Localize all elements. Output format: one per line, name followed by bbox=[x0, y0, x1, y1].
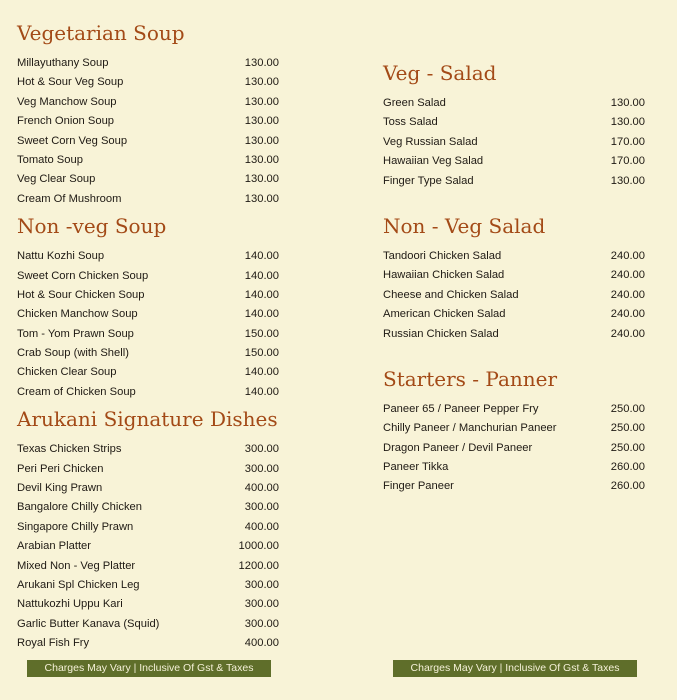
charges-note-left: Charges May Vary | Inclusive Of Gst & Taxes bbox=[27, 660, 271, 677]
menu-item bbox=[383, 419, 645, 438]
menu-item bbox=[17, 267, 279, 286]
item-name: Hot & Sour Chicken Soup bbox=[17, 288, 145, 301]
item-price: 170.00 bbox=[610, 155, 645, 168]
menu-item bbox=[17, 518, 279, 537]
item-name: Veg Clear Soup bbox=[17, 173, 96, 186]
item-name: Bangalore Chilly Chicken bbox=[17, 501, 142, 514]
menu-item bbox=[383, 305, 645, 324]
item-price: 300.00 bbox=[244, 598, 279, 611]
menu-item bbox=[17, 54, 279, 73]
menu-item bbox=[383, 266, 645, 285]
item-price: 400.00 bbox=[244, 520, 279, 533]
item-name: Mixed Non - Veg Platter bbox=[17, 559, 136, 572]
item-name: Arabian Platter bbox=[17, 540, 92, 553]
item-name: Texas Chicken Strips bbox=[17, 443, 122, 456]
item-price: 140.00 bbox=[244, 308, 279, 321]
item-name: French Onion Soup bbox=[17, 115, 115, 128]
menu-item bbox=[17, 440, 279, 459]
item-name: Dragon Paneer / Devil Paneer bbox=[383, 441, 533, 454]
item-name: Hawaiian Veg Salad bbox=[383, 155, 484, 168]
item-name: Cream of Chicken Soup bbox=[17, 385, 136, 398]
item-price: 150.00 bbox=[244, 347, 279, 360]
item-price: 250.00 bbox=[610, 422, 645, 435]
right-menu-column bbox=[383, 60, 645, 497]
charges-note-right: Charges May Vary | Inclusive Of Gst & Taxes bbox=[393, 660, 637, 677]
menu-item-list bbox=[383, 247, 645, 344]
menu-item bbox=[383, 113, 645, 132]
menu-item-list bbox=[17, 440, 279, 653]
section-title: Vegetarian Soup bbox=[17, 21, 185, 45]
item-price: 240.00 bbox=[610, 269, 645, 282]
menu-item bbox=[383, 458, 645, 477]
item-price: 130.00 bbox=[610, 174, 645, 187]
menu-section-vegetarian-soup bbox=[17, 20, 279, 209]
item-price: 240.00 bbox=[610, 288, 645, 301]
item-price: 300.00 bbox=[244, 501, 279, 514]
item-name: Sweet Corn Chicken Soup bbox=[17, 269, 149, 282]
item-price: 140.00 bbox=[244, 385, 279, 398]
item-price: 150.00 bbox=[244, 327, 279, 340]
item-price: 130.00 bbox=[244, 57, 279, 69]
item-price: 260.00 bbox=[610, 461, 645, 474]
item-name: Russian Chicken Salad bbox=[383, 327, 499, 340]
section-title: Veg - Salad bbox=[383, 61, 497, 85]
item-price: 170.00 bbox=[610, 135, 645, 148]
menu-item bbox=[17, 112, 279, 131]
item-name: Cheese and Chicken Salad bbox=[383, 288, 519, 301]
item-name: Chicken Clear Soup bbox=[17, 366, 117, 379]
section-title: Starters - Panner bbox=[383, 366, 558, 391]
item-name: American Chicken Salad bbox=[383, 308, 506, 321]
menu-item bbox=[17, 170, 279, 189]
item-price: 130.00 bbox=[244, 76, 279, 89]
item-price: 140.00 bbox=[244, 366, 279, 379]
menu-item bbox=[17, 325, 279, 344]
item-name: Paneer Tikka bbox=[383, 461, 449, 474]
section-title: Arukani Signature Dishes bbox=[17, 407, 278, 432]
item-name: Nattukozhi Uppu Kari bbox=[17, 598, 123, 611]
item-name: Sweet Corn Veg Soup bbox=[17, 134, 128, 147]
menu-item bbox=[17, 383, 279, 402]
menu-item bbox=[17, 479, 279, 498]
menu-section-non-veg-salad bbox=[383, 213, 645, 344]
item-name: Tom - Yom Prawn Soup bbox=[17, 327, 134, 340]
menu-item bbox=[17, 73, 279, 92]
item-price: 1200.00 bbox=[238, 559, 279, 572]
menu-item-list bbox=[383, 400, 645, 497]
item-name: Millayuthany Soup bbox=[17, 57, 109, 69]
item-price: 300.00 bbox=[244, 443, 279, 456]
menu-item bbox=[383, 400, 645, 419]
item-price: 1000.00 bbox=[238, 540, 279, 553]
menu-item bbox=[17, 190, 279, 209]
item-price: 240.00 bbox=[610, 327, 645, 340]
item-name: Royal Fish Fry bbox=[17, 637, 90, 650]
menu-item bbox=[17, 247, 279, 266]
menu-item-list bbox=[17, 247, 279, 402]
item-price: 130.00 bbox=[610, 97, 645, 109]
menu-section-arukani-signature-dishes bbox=[17, 406, 279, 653]
item-price: 300.00 bbox=[244, 578, 279, 591]
menu-item bbox=[17, 460, 279, 479]
item-price: 130.00 bbox=[244, 115, 279, 128]
item-name: Crab Soup (with Shell) bbox=[17, 347, 129, 360]
menu-item bbox=[17, 537, 279, 556]
item-name: Green Salad bbox=[383, 97, 446, 109]
item-name: Toss Salad bbox=[383, 116, 438, 129]
item-price: 400.00 bbox=[244, 637, 279, 650]
item-price: 300.00 bbox=[244, 617, 279, 630]
item-name: Veg Manchow Soup bbox=[17, 95, 117, 108]
item-price: 250.00 bbox=[610, 441, 645, 454]
menu-item bbox=[383, 152, 645, 171]
menu-item-list bbox=[383, 94, 645, 191]
item-name: Devil King Prawn bbox=[17, 482, 103, 495]
item-name: Hot & Sour Veg Soup bbox=[17, 76, 124, 89]
item-name: Cream Of Mushroom bbox=[17, 192, 122, 205]
menu-item bbox=[383, 94, 645, 113]
menu-item bbox=[383, 133, 645, 152]
menu-item bbox=[17, 286, 279, 305]
item-name: Tandoori Chicken Salad bbox=[383, 249, 502, 262]
menu-item bbox=[383, 439, 645, 458]
item-price: 130.00 bbox=[244, 153, 279, 166]
menu-item bbox=[17, 93, 279, 112]
menu-item bbox=[17, 363, 279, 382]
menu-item bbox=[17, 344, 279, 363]
item-name: Hawaiian Chicken Salad bbox=[383, 269, 505, 282]
menu-item bbox=[17, 615, 279, 634]
menu-item bbox=[17, 498, 279, 517]
item-price: 240.00 bbox=[610, 308, 645, 321]
item-price: 130.00 bbox=[610, 116, 645, 129]
menu-item bbox=[383, 325, 645, 344]
item-price: 130.00 bbox=[244, 95, 279, 108]
menu-item bbox=[17, 557, 279, 576]
item-name: Chicken Manchow Soup bbox=[17, 308, 138, 321]
item-price: 400.00 bbox=[244, 482, 279, 495]
menu-section-non-veg-soup bbox=[17, 213, 279, 402]
menu-section-veg-salad bbox=[383, 60, 645, 191]
menu-item bbox=[17, 151, 279, 170]
item-price: 240.00 bbox=[610, 249, 645, 262]
item-name: Tomato Soup bbox=[17, 153, 83, 166]
menu-item bbox=[383, 172, 645, 191]
menu-item-list bbox=[17, 54, 279, 209]
item-name: Arukani Spl Chicken Leg bbox=[17, 578, 140, 591]
item-price: 130.00 bbox=[244, 173, 279, 186]
item-name: Peri Peri Chicken bbox=[17, 462, 104, 475]
section-title: Non -veg Soup bbox=[17, 214, 167, 239]
item-price: 140.00 bbox=[244, 269, 279, 282]
menu-item bbox=[383, 477, 645, 496]
section-title: Non - Veg Salad bbox=[383, 213, 546, 238]
item-name: Chilly Paneer / Manchurian Paneer bbox=[383, 422, 557, 435]
menu-item bbox=[17, 595, 279, 614]
item-price: 250.00 bbox=[610, 402, 645, 415]
item-name: Garlic Butter Kanava (Squid) bbox=[17, 617, 160, 630]
menu-item bbox=[17, 305, 279, 324]
menu-item bbox=[17, 634, 279, 653]
item-name: Paneer 65 / Paneer Pepper Fry bbox=[383, 402, 539, 415]
item-price: 130.00 bbox=[244, 134, 279, 147]
item-name: Veg Russian Salad bbox=[383, 135, 478, 148]
menu-item bbox=[17, 576, 279, 595]
item-price: 140.00 bbox=[244, 288, 279, 301]
item-name: Finger Type Salad bbox=[383, 174, 474, 187]
item-price: 300.00 bbox=[244, 462, 279, 475]
menu-item bbox=[383, 247, 645, 266]
left-menu-column bbox=[17, 20, 279, 654]
item-price: 130.00 bbox=[244, 192, 279, 205]
menu-item bbox=[383, 286, 645, 305]
item-price: 140.00 bbox=[244, 250, 279, 263]
menu-item bbox=[17, 132, 279, 151]
item-price: 260.00 bbox=[610, 480, 645, 493]
menu-section-starters-panner bbox=[383, 366, 645, 497]
item-name: Singapore Chilly Prawn bbox=[17, 520, 134, 533]
item-name: Finger Paneer bbox=[383, 480, 454, 493]
item-name: Nattu Kozhi Soup bbox=[17, 250, 105, 263]
